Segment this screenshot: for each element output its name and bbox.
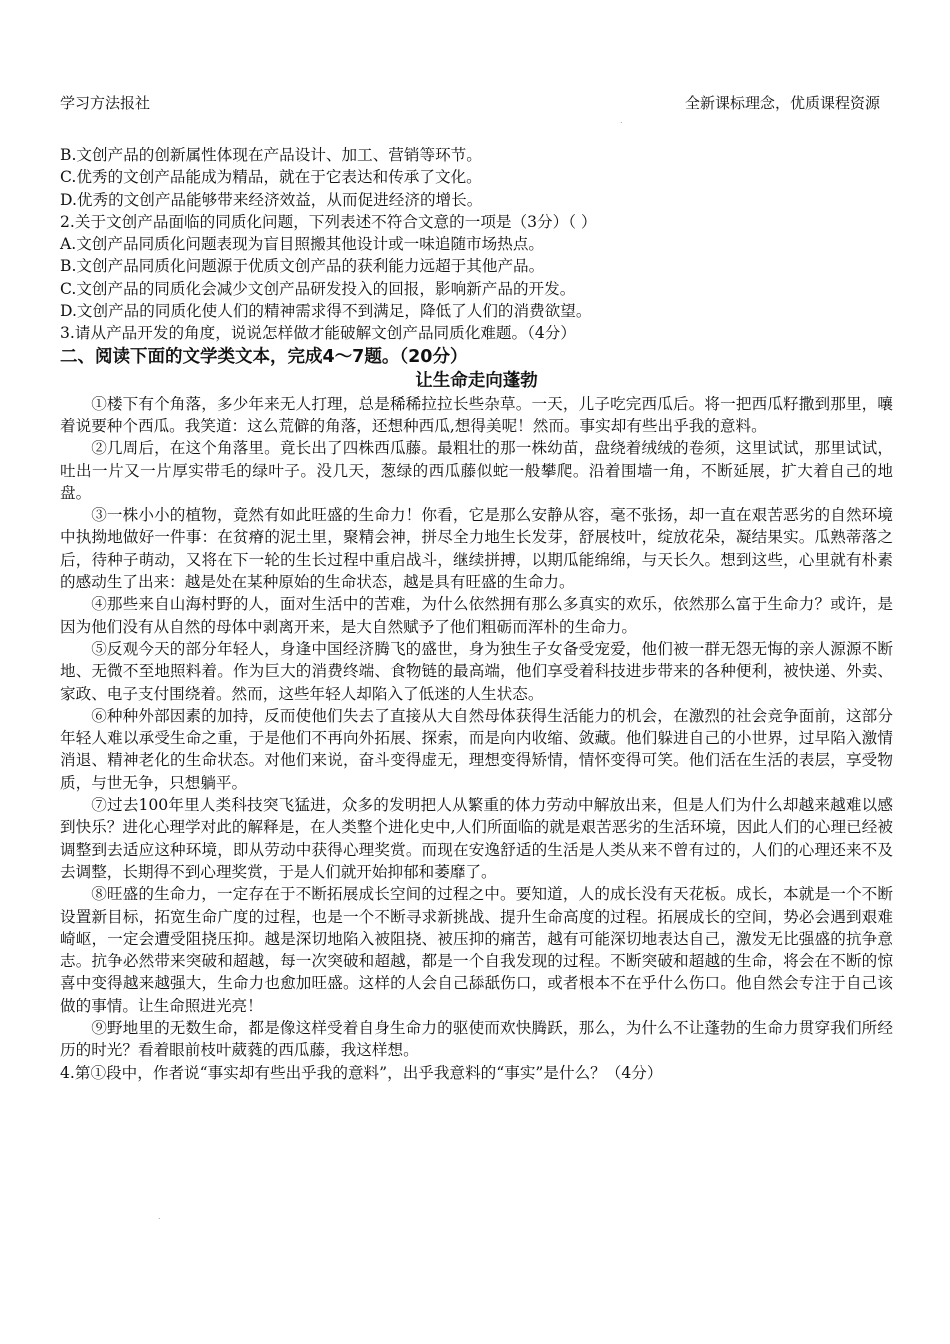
stray-dot: . [158,1212,161,1221]
article-title: 让生命走向蓬勃 [415,370,538,391]
q1-option-c: C.优秀的文创产品能成为精品，就在于它表达和传承了文化。 [60,168,482,187]
document-body [60,144,893,1084]
q1-option-b: B.文创产品的创新属性体现在产品设计、加工、营销等环节。 [60,146,482,164]
q2-option-a: A.文创产品同质化问题表现为盲目照搬其他设计或一味追随市场热点。 [60,235,545,254]
q1-option-d: D.优秀的文创产品能够带来经济效益，从而促进经济的增长。 [60,190,483,209]
q3-stem: 3.请从产品开发的角度，说说怎样做才能破解文创产品同质化难题。（4分） [60,324,576,343]
stray-dot: . [620,116,623,125]
q2-option-b: B.文创产品同质化问题源于优质文创产品的获利能力远超于其他产品。 [60,257,545,276]
section-heading: 二、阅读下面的文学类文本，完成4～7题。（20分） [60,346,468,367]
article-paragraph-6: ⑥种种外部因素的加持，反而使他们失去了直接从大自然母体获得生活能力的机会，在激烈的社会竞争面前，这部分年轻人难以承受生命之重，于是他们不再向外拓展、探索，而是向内收缩、敛藏。他们躲进自己的小世界，过早陷入激情消退、精神老化的生命状态。对他们来说，奋斗变得虚无，理想变得矫情，情怀变得可笑。他们活在生活的表层，享受物质，与世无争，只想躺平。 [60,706,893,792]
article-paragraph-3: ③一株小小的植物，竟然有如此旺盛的生命力！你看，它是那么安静从容，毫不张扬，却一直在艰苦恶劣的自然环境中执拗地做好一件事：在贫瘠的泥土里，聚精会神，拼尽全力地生长发芽，舒展枝叶，绽放花朵，凝结果实。瓜熟蒂落之后，待种子萌动，又将在下一轮的生长过程中重启战斗，继续拼搏，以期瓜能绵绵，与天长久。想到这些，心里就有朴素的感动生了出来：越是处在某种原始的生命状态，越是具有旺盛的生命力。 [60,506,893,592]
article-paragraph-1: ①楼下有个角落，多少年来无人打理，总是稀稀拉拉长些杂草。一天，儿子吃完西瓜后。将一把西瓜籽撒到那里，嚷着说要种个西瓜。我笑道：这么荒僻的角落，还想种西瓜,想得美呢！然而。事实却有些出乎我的意料。 [60,394,893,435]
article-paragraph-8: ⑧旺盛的生命力，一定存在于不断拓展成长空间的过程之中。要知道，人的成长没有天花板。成长，本就是一个不断设置新目标，拓宽生命广度的过程，也是一个不断寻求新挑战、提升生命高度的过程。拓展成长的空间，势必会遇到艰难崎岖，一定会遭受阻挠压抑。越是深切地陷入被阻挠、被压抑的痛苦，越有可能深切地表达自己，激发无比强盛的抗争意志。抗争必然带来突破和超越，每一次突破和超越，都是一个自我发现的过程。不断突破和超越的生命，将会在不断的惊喜中变得越来越强大，生命力也愈加旺盛。这样的人会自己舔舐伤口，或者根本不在乎什么伤口。他自然会专注于自己该做的事情。让生命照进光亮！ [60,885,893,1015]
article-paragraph-2: ②几周后，在这个角落里。竟长出了四株西瓜藤。最粗壮的那一株幼苗，盘绕着绒绒的卷须，这里试试，那里试试，吐出一片又一片厚实带毛的绿叶子。没几天，葱绿的西瓜藤似蛇一般攀爬。沿着围墙一角，不断延展，扩大着自己的地盘。 [60,439,893,502]
article-paragraph-5: ⑤反观今天的部分年轻人，身逢中国经济腾飞的盛世，身为独生子女备受宠爱，他们被一群无怨无悔的亲人源源不断地、无微不至地照料着。作为巨大的消费终端、食物链的最高端，他们享受着科技进步带来的各种便利，被快递、外卖、家政、电子支付围绕着。然而，这些年轻人却陷入了低迷的人生状态。 [60,639,893,703]
header-publisher: 学习方法报社 [60,94,151,112]
article-paragraph-7: ⑦过去100年里人类科技突飞猛进，众多的发明把人从繁重的体力劳动中解放出来，但是人们为什么却越来越难以感到快乐？进化心理学对此的解释是，在人类整个进化史中,人们所面临的就是艰苦恶劣的生活环境，因此人们的心理已经被调整到去适应这种环境，即从劳动中获得心理奖赏。而现在安逸舒适的生活是人类从来不曾有过的，人们的心理还来不及去调整，长期得不到心理奖赏，于是人们就开始抑郁和萎靡了。 [60,796,893,881]
q2-option-c: C.文创产品的同质化会减少文创产品研发投入的回报，影响新产品的开发。 [60,279,576,298]
q2-stem: 2.关于文创产品面临的同质化问题，下列表述不符合文意的一项是（3分）（ ） [60,212,597,231]
q2-option-d: D.文创产品的同质化使人们的精神需求得不到满足，降低了人们的消费欲望。 [60,302,592,321]
article-paragraph-4: ④那些来自山海村野的人，面对生活中的苦难，为什么依然拥有那么多真实的欢乐，依然那么富于生命力？或许，是因为他们没有从自然的母体中剥离开来，是大自然赋予了他们粗砺而浑朴的生命力。 [60,595,893,636]
header-slogan: 全新课标理念，优质课程资源 [684,94,880,112]
article-paragraph-9: ⑨野地里的无数生命，都是像这样受着自身生命力的驱使而欢快腾跃，那么，为什么不让蓬勃的生命力贯穿我们所经历的时光？看着眼前枝叶葳蕤的西瓜藤，我这样想。 [60,1018,893,1060]
q4-stem: 4.第①段中，作者说“事实却有些出乎我的意料”，出乎我意料的“事实”是什么？（4分） [60,1063,663,1082]
